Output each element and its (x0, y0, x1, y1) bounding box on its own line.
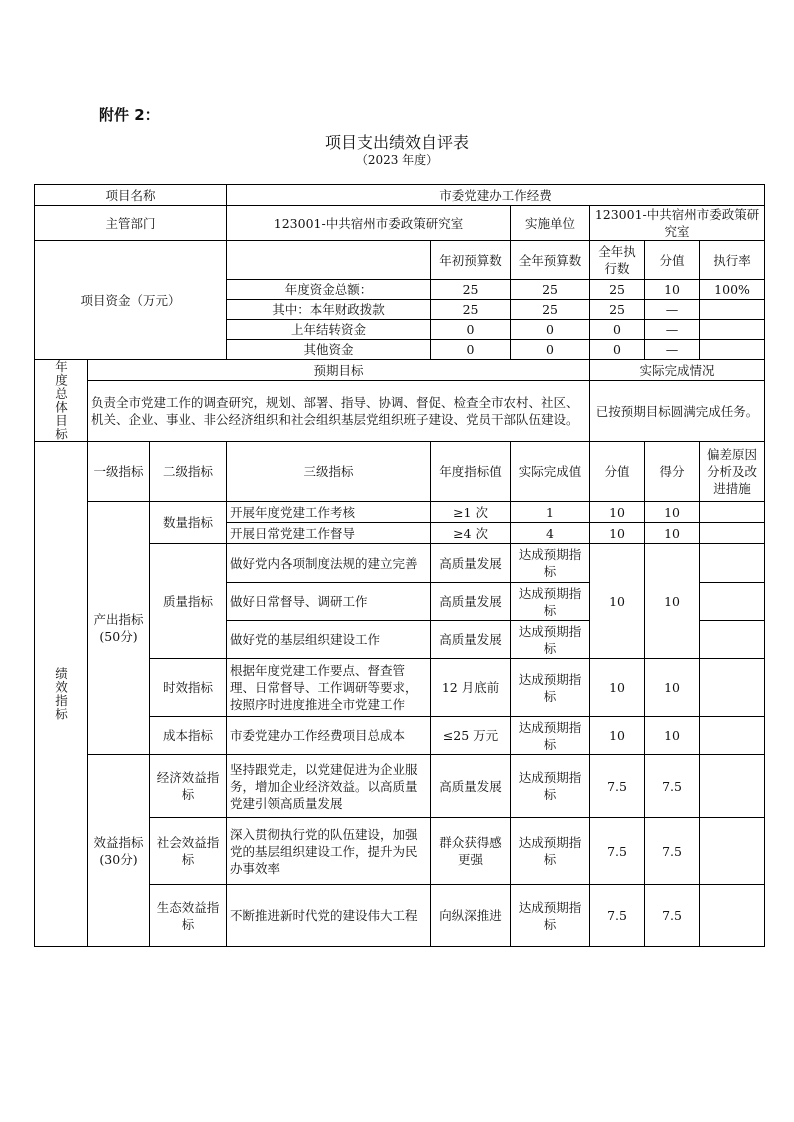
indicator-actual: 达成预期指标 (511, 659, 590, 717)
quality-score: 10 (645, 544, 700, 659)
header-deviation: 偏差原因分析及改进措施 (700, 442, 765, 502)
funds-initial: 25 (431, 280, 511, 300)
funds-initial: 0 (431, 320, 511, 340)
indicator-name: 开展日常党建工作督导 (227, 523, 431, 544)
header-actual: 实际完成值 (511, 442, 590, 502)
quality-label: 质量指标 (150, 544, 227, 659)
indicator-name: 做好党的基层组织建设工作 (227, 621, 431, 659)
funds-label: 项目资金（万元） (35, 241, 227, 360)
header-level3: 三级指标 (227, 442, 431, 502)
funds-executed: 0 (590, 340, 645, 360)
indicator-score-value: 10 (590, 523, 645, 544)
indicator-name: 做好日常督导、调研工作 (227, 583, 431, 621)
indicator-actual: 达成预期指标 (511, 583, 590, 621)
funds-header-blank (227, 241, 431, 280)
output-label: 产出指标(50分) (88, 502, 150, 755)
indicator-score: 10 (645, 717, 700, 755)
indicator-actual: 4 (511, 523, 590, 544)
header-level2: 二级指标 (150, 442, 227, 502)
funds-header-executed: 全年执行数 (590, 241, 645, 280)
page-subtitle: （2023 年度） (355, 153, 439, 167)
funds-executed: 25 (590, 280, 645, 300)
goals-actual: 已按预期目标圆满完成任务。 (590, 381, 765, 442)
impl-value: 123001-中共宿州市委政策研究室 (590, 206, 765, 241)
indicator-score-value: 7.5 (590, 885, 645, 947)
indicator-target: ≥4 次 (431, 523, 511, 544)
indicator-name: 市委党建办工作经费项目总成本 (227, 717, 431, 755)
header-level1: 一级指标 (88, 442, 150, 502)
indicator-target: 高质量发展 (431, 755, 511, 818)
indicator-score: 7.5 (645, 755, 700, 818)
benefit-item-label: 生态效益指标 (150, 885, 227, 947)
indicator-target: ≤25 万元 (431, 717, 511, 755)
indicator-target: ≥1 次 (431, 502, 511, 523)
indicator-score-value: 10 (590, 659, 645, 717)
project-name-value: 市委党建办工作经费 (227, 185, 765, 206)
indicator-actual: 达成预期指标 (511, 544, 590, 583)
indicator-actual: 达成预期指标 (511, 717, 590, 755)
indicator-deviation (700, 885, 765, 947)
indicator-score: 10 (645, 523, 700, 544)
indicator-deviation (700, 717, 765, 755)
quality-score-value: 10 (590, 544, 645, 659)
indicator-score: 7.5 (645, 818, 700, 885)
indicators-header-row (35, 442, 765, 502)
funds-initial: 25 (431, 300, 511, 320)
department-row (35, 206, 765, 241)
funds-rate (700, 340, 765, 360)
funds-header-initial: 年初预算数 (431, 241, 511, 280)
dept-value: 123001-中共宿州市委政策研究室 (227, 206, 511, 241)
cost-label: 成本指标 (150, 717, 227, 755)
indicator-name: 不断推进新时代党的建设伟大工程 (227, 885, 431, 947)
evaluation-table (34, 184, 765, 947)
indicator-deviation (700, 502, 765, 523)
indicator-deviation (700, 755, 765, 818)
funds-annual: 25 (511, 300, 590, 320)
quantity-label: 数量指标 (150, 502, 227, 544)
funds-executed: 0 (590, 320, 645, 340)
indicator-deviation (700, 583, 765, 621)
indicator-name: 深入贯彻执行党的队伍建设，加强党的基层组织建设工作，提升为民办事效率 (227, 818, 431, 885)
funds-header-score-value: 分值 (645, 241, 700, 280)
impl-label: 实施单位 (511, 206, 590, 241)
indicator-score-value: 10 (590, 717, 645, 755)
funds-rate: 100% (700, 280, 765, 300)
indicator-target: 高质量发展 (431, 583, 511, 621)
indicator-deviation (700, 818, 765, 885)
funds-score-value: 10 (645, 280, 700, 300)
funds-annual: 0 (511, 320, 590, 340)
indicator-name: 坚持跟党走，以党建促进为企业服务，增加企业经济效益。以高质量党建引领高质量发展 (227, 755, 431, 818)
goals-expected: 负责全市党建工作的调查研究，规划、部署、指导、协调、督促、检查全市农村、社区、机关、企业、事业、非公经济组织和社会组织基层党组织班子建设、党员干部队伍建设。 (88, 381, 590, 442)
header-score: 得分 (645, 442, 700, 502)
goals-side-label (35, 360, 88, 442)
indicator-actual: 1 (511, 502, 590, 523)
goals-expected-header: 预期目标 (88, 360, 590, 381)
goals-header-row (35, 360, 765, 381)
dept-label: 主管部门 (35, 206, 227, 241)
indicator-deviation (700, 659, 765, 717)
indicator-actual: 达成预期指标 (511, 621, 590, 659)
indicators-side-text: 绩效指标 (53, 667, 69, 721)
funds-header-row (35, 241, 765, 280)
funds-annual: 25 (511, 280, 590, 300)
funds-row-label: 上年结转资金 (227, 320, 431, 340)
page-title: 项目支出绩效自评表 (324, 133, 469, 152)
funds-header-annual: 全年预算数 (511, 241, 590, 280)
benefit-item-label: 社会效益指标 (150, 818, 227, 885)
funds-row-label: 年度资金总额： (227, 280, 431, 300)
funds-annual: 0 (511, 340, 590, 360)
indicator-name: 根据年度党建工作要点、督查管理、日常督导、工作调研等要求，按照序时进度推进全市党建工作 (227, 659, 431, 717)
funds-executed: 25 (590, 300, 645, 320)
attachment-label: 附件 2： (99, 106, 160, 124)
funds-initial: 0 (431, 340, 511, 360)
funds-score-value: — (645, 300, 700, 320)
goals-actual-header: 实际完成情况 (590, 360, 765, 381)
project-name-label: 项目名称 (35, 185, 227, 206)
indicator-row (35, 755, 765, 818)
indicator-score: 10 (645, 659, 700, 717)
indicator-actual: 达成预期指标 (511, 818, 590, 885)
funds-score-value: — (645, 320, 700, 340)
indicator-score-value: 10 (590, 502, 645, 523)
indicator-deviation (700, 621, 765, 659)
indicator-actual: 达成预期指标 (511, 885, 590, 947)
indicator-target: 12 月底前 (431, 659, 511, 717)
indicator-row (35, 502, 765, 523)
header-target: 年度指标值 (431, 442, 511, 502)
header-score-value: 分值 (590, 442, 645, 502)
timeliness-label: 时效指标 (150, 659, 227, 717)
funds-score-value: — (645, 340, 700, 360)
funds-row-label: 其他资金 (227, 340, 431, 360)
goals-side-text: 年度总体目标 (53, 360, 69, 441)
indicator-target: 群众获得感更强 (431, 818, 511, 885)
indicator-target: 向纵深推进 (431, 885, 511, 947)
funds-rate (700, 300, 765, 320)
indicator-deviation (700, 544, 765, 583)
indicator-score-value: 7.5 (590, 755, 645, 818)
indicator-score-value: 7.5 (590, 818, 645, 885)
indicators-side-label (35, 442, 88, 947)
funds-header-rate: 执行率 (700, 241, 765, 280)
indicator-name: 开展年度党建工作考核 (227, 502, 431, 523)
indicator-name: 做好党内各项制度法规的建立完善 (227, 544, 431, 583)
project-name-row (35, 185, 765, 206)
benefit-item-label: 经济效益指标 (150, 755, 227, 818)
indicator-actual: 达成预期指标 (511, 755, 590, 818)
benefit-label: 效益指标(30分) (88, 755, 150, 947)
funds-row-label: 其中：本年财政拨款 (227, 300, 431, 320)
funds-rate (700, 320, 765, 340)
goals-content-row (35, 381, 765, 442)
indicator-target: 高质量发展 (431, 621, 511, 659)
indicator-deviation (700, 523, 765, 544)
indicator-score: 7.5 (645, 885, 700, 947)
indicator-target: 高质量发展 (431, 544, 511, 583)
indicator-score: 10 (645, 502, 700, 523)
